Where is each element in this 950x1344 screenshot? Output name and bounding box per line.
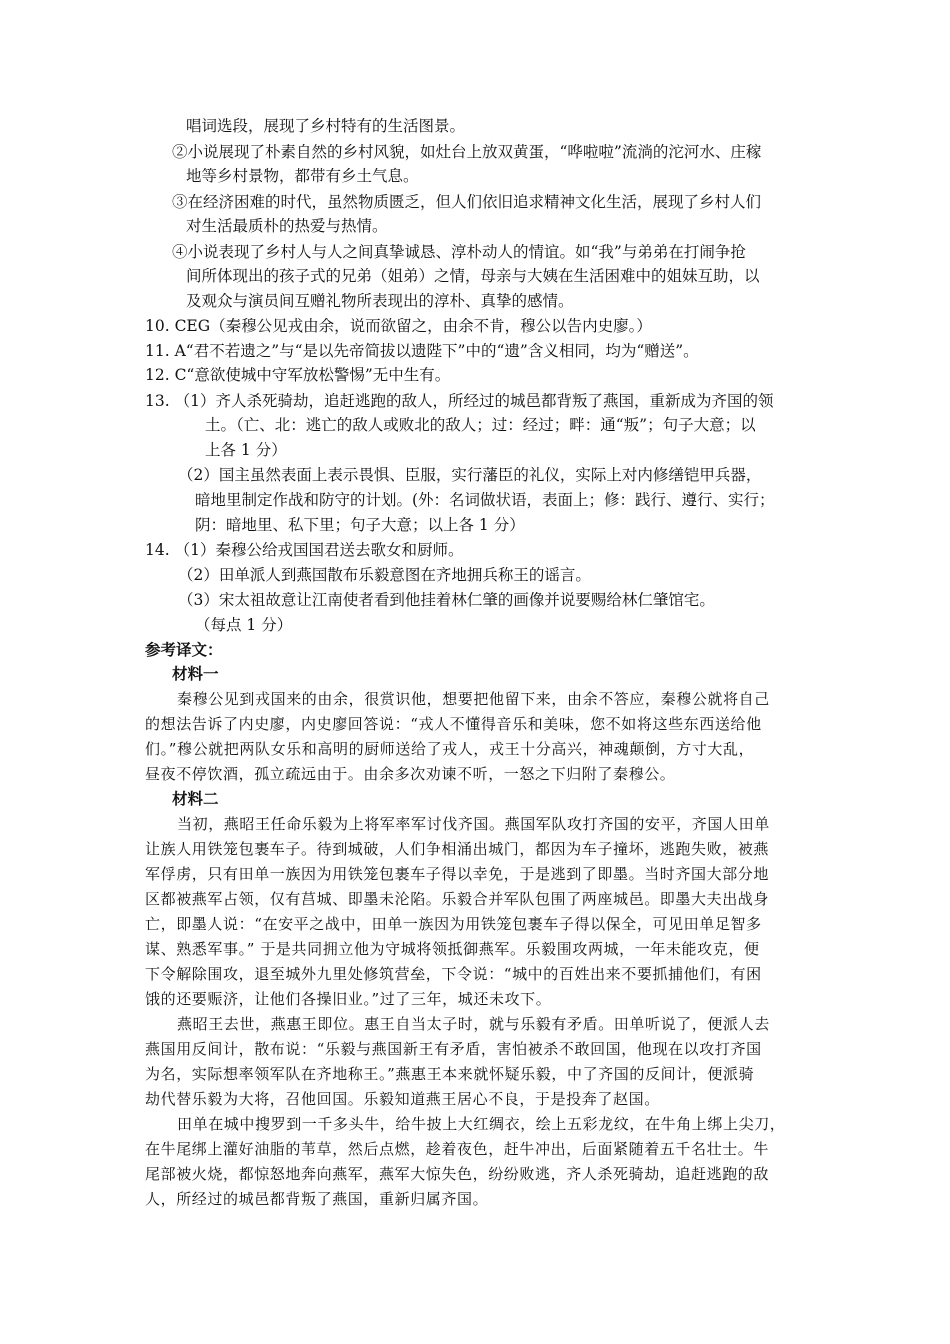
material-2-line: 当初，燕昭王任命乐毅为上将军率军讨伐齐国。燕国军队攻打齐国的安平，齐国人田单 — [177, 815, 770, 833]
translation-heading: 参考译文： — [145, 640, 223, 659]
material-1-line: 昼夜不停饮酒，孤立疏远由于。由余多次劝谏不听，一怒之下归附了秦穆公。 — [145, 765, 676, 783]
material-2-line: 在牛尾绑上灌好油脂的苇草，然后点燃，趁着夜色，赶牛冲出，后面紧随着五千名壮士。牛 — [145, 1140, 770, 1158]
answer-9-point-4-cont-1: 间所体现出的孩子式的兄弟（姐弟）之情，母亲与大姨在生活困难中的姐妹互助，以 — [186, 267, 760, 285]
answer-9-point-4: ④小说表现了乡村人与人之间真挚诚恳、淳朴动人的情谊。如“我”与弟弟在打闹争抢 — [172, 243, 746, 261]
material-2-line: 燕昭王去世，燕惠王即位。惠王自当太子时，就与乐毅有矛盾。田单听说了，便派人去 — [177, 1015, 770, 1033]
material-1-line: 秦穆公见到戎国来的由余，很赏识他，想要把他留下来，由余不答应，秦穆公就将自己 — [177, 690, 770, 708]
material-2-line: 军俘虏，只有田单一族因为用铁笼包裹车子得以幸免，于是逃到了即墨。当时齐国大部分地 — [145, 865, 770, 883]
answer-9-point-2-cont: 地等乡村景物，都带有乡土气息。 — [186, 167, 419, 185]
answer-13-part-1-cont-1: 土。（亡、北：逃亡的敌人或败北的敌人；过：经过；畔：通“叛”；句子大意；以 — [205, 416, 756, 434]
answer-9-point-2: ②小说展现了朴素自然的乡村风貌，如灶台上放双黄蛋，“哗啦啦”流淌的沱河水、庄稼 — [172, 143, 762, 161]
answer-9-point-3: ③在经济困难的时代，虽然物质匮乏，但人们依旧追求精神文化生活，展现了乡村人们 — [172, 193, 762, 211]
answer-13-part-1: 13. （1）齐人杀死骑劫，追赶逃跑的敌人，所经过的城邑都背叛了燕国，重新成为齐国的领 — [145, 392, 774, 410]
answer-14-scoring-note: （每点 1 分） — [195, 616, 293, 634]
answer-9-point-4-cont-2: 及观众与演员间互赠礼物所表现出的淳朴、真挚的感情。 — [186, 292, 574, 310]
material-2-title: 材料二 — [172, 789, 219, 808]
material-2-line: 燕国用反间计，散布说：“乐毅与燕国新王有矛盾，害怕被杀不敢回国，他现在以攻打齐国 — [145, 1040, 762, 1058]
material-2-line: 亡，即墨人说：“在安平之战中，田单一族因为用铁笼包裹车子得以保全，可见田单足智多 — [145, 915, 762, 933]
answer-13-part-1-cont-2: 上各 1 分） — [205, 441, 287, 459]
material-2-line: 劫代替乐毅为大将，召他回国。乐毅知道燕王居心不良，于是投奔了赵国。 — [145, 1090, 660, 1108]
answer-13-part-2-cont-1: 暗地里制定作战和防守的计划。(外：名词做状语，表面上；修：践行、遵行、实行； — [195, 491, 775, 509]
answer-10: 10. CEG（秦穆公见戎由余，说而欲留之，由余不肯，穆公以告内史廖。） — [145, 317, 652, 335]
material-2-line: 谋、熟悉军事。” 于是共同拥立他为守城将领抵御燕军。乐毅围攻两城，一年未能攻克，便 — [145, 940, 760, 958]
answer-14-part-2: （2）田单派人到燕国散布乐毅意图在齐地拥兵称王的谣言。 — [178, 566, 591, 584]
answer-11: 11. A“君不若遗之”与“是以先帝简拔以遗陛下”中的“遗”含义相同，均为“赠送”。 — [145, 342, 699, 360]
material-2-line: 人，所经过的城邑都背叛了燕国，重新归属齐国。 — [145, 1190, 489, 1208]
answer-9-point-3-cont: 对生活最质朴的热爱与热情。 — [186, 217, 388, 235]
material-2-line: 让族人用铁笼包裹车子。待到城破，人们争相涌出城门，都因为车子撞坏，逃跑失败，被燕 — [145, 840, 770, 858]
material-1-line: 们。”穆公就把两队女乐和高明的厨师送给了戎人，戎王十分高兴，神魂颠倒，方寸大乱， — [145, 740, 755, 758]
material-2-line: 饿的还要赈济，让他们各操旧业。”过了三年，城还未攻下。 — [145, 990, 552, 1008]
material-2-line: 为名，实际想率领军队在齐地称王。”燕惠王本来就怀疑乐毅，中了齐国的反间计，便派骑 — [145, 1065, 755, 1083]
material-2-line: 下令解除围攻，退至城外九里处修筑营垒，下令说：“城中的百姓出来不要抓捕他们，有困 — [145, 965, 762, 983]
answer-13-part-2: （2）国主虽然表面上表示畏惧、臣服，实行藩臣的礼仪，实际上对内修缮铠甲兵器， — [178, 466, 762, 484]
material-2-line: 区都被燕军占领，仅有莒城、即墨未沦陷。乐毅合并军队包围了两座城邑。即墨大夫出战身 — [145, 890, 770, 908]
answer-14-part-1: 14. （1）秦穆公给戎国国君送去歌女和厨师。 — [145, 541, 464, 559]
answer-13-part-2-cont-2: 阴：暗地里、私下里；句子大意；以上各 1 分） — [195, 516, 525, 534]
material-2-line: 田单在城中搜罗到一千多头牛，给牛披上大红绸衣，绘上五彩龙纹，在牛角上绑上尖刀， — [177, 1115, 786, 1133]
answer-14-part-3: （3）宋太祖故意让江南使者看到他挂着林仁肇的画像并说要赐给林仁肇馆宅。 — [178, 591, 715, 609]
answer-9-line-1: 唱词选段，展现了乡村特有的生活图景。 — [186, 117, 466, 135]
material-1-title: 材料一 — [172, 664, 219, 683]
material-1-line: 的想法告诉了内史廖，内史廖回答说：“戎人不懂得音乐和美味，您不如将这些东西送给他 — [145, 715, 762, 733]
material-2-line: 尾部被火烧，都惊怒地奔向燕军，燕军大惊失色，纷纷败逃，齐人杀死骑劫，追赶逃跑的敌 — [145, 1165, 770, 1183]
answer-12: 12. C“意欲使城中守军放松警惕”无中生有。 — [145, 366, 451, 384]
